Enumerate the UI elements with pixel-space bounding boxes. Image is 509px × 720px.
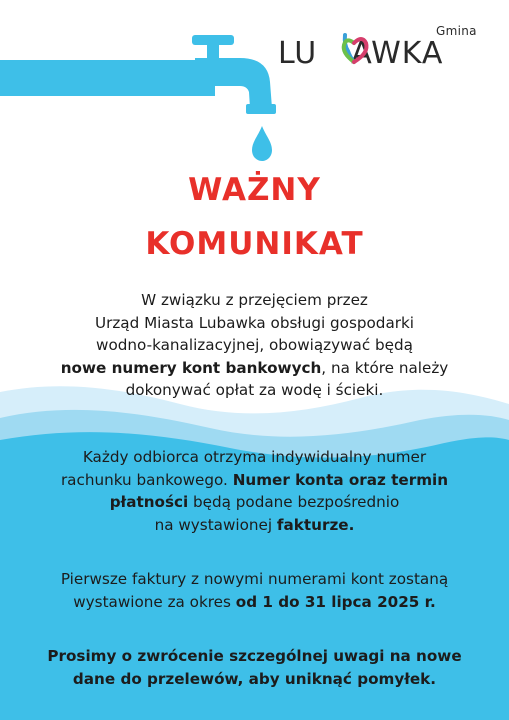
title-line-2: KOMUNIKAT [145,226,364,262]
p3-line2-bold: od 1 do 31 lipca 2025 r. [235,592,436,611]
logo-name-part1: LU [278,36,318,71]
paragraph-attention-request [20,645,489,690]
water-tap-icon [0,20,290,170]
p3-line2-normal: wystawione za okres [73,592,236,611]
p4-line1: Prosimy o zwrócenie szczególnej uwagi na nowe [47,647,462,665]
p2-line1: Każdy odbiorca otrzyma indywidualny numer [82,448,427,466]
p1-line4-bold: nowe numery kont bankowych [60,358,322,377]
p1-line5: dokonywać opłat za wodę i ścieki. [125,381,384,399]
heart-drop-icon [336,29,372,69]
paragraph-bank-accounts [20,289,489,402]
p2-line4-bold: fakturze. [276,515,355,534]
p4-line2: dane do przelewów, aby uniknąć pomyłek. [72,669,437,688]
p2-line3-rest: będą podane bezpośrednio [188,493,400,511]
paragraph-first-invoices [20,568,489,613]
p2-line3-bold: płatności [109,493,189,511]
p2-line2-normal: rachunku bankowego. [60,470,233,489]
gmina-lubawka-logo [278,22,488,72]
p1-line1: W związku z przejęciem przez [141,291,368,309]
p3-line1: Pierwsze faktury z nowymi numerami kont zostaną [60,570,449,588]
water-drop-icon [252,126,272,161]
p2-line2-bold: Numer konta oraz termin [232,470,449,489]
logo-prefix: Gmina [436,24,477,38]
title-line-1: WAŻNY [188,172,321,208]
paragraph-individual-account [20,446,489,536]
p1-line2: Urząd Miasta Lubawka obsługi gospodarki [94,313,415,332]
p2-line4-normal: na wystawionej [154,515,277,534]
logo-name-part2: AWKA [351,36,444,71]
p1-line3: wodno-kanalizacyjnej, obowiązywać będą [96,336,413,354]
p1-line4-rest: , na które należy [321,358,449,377]
